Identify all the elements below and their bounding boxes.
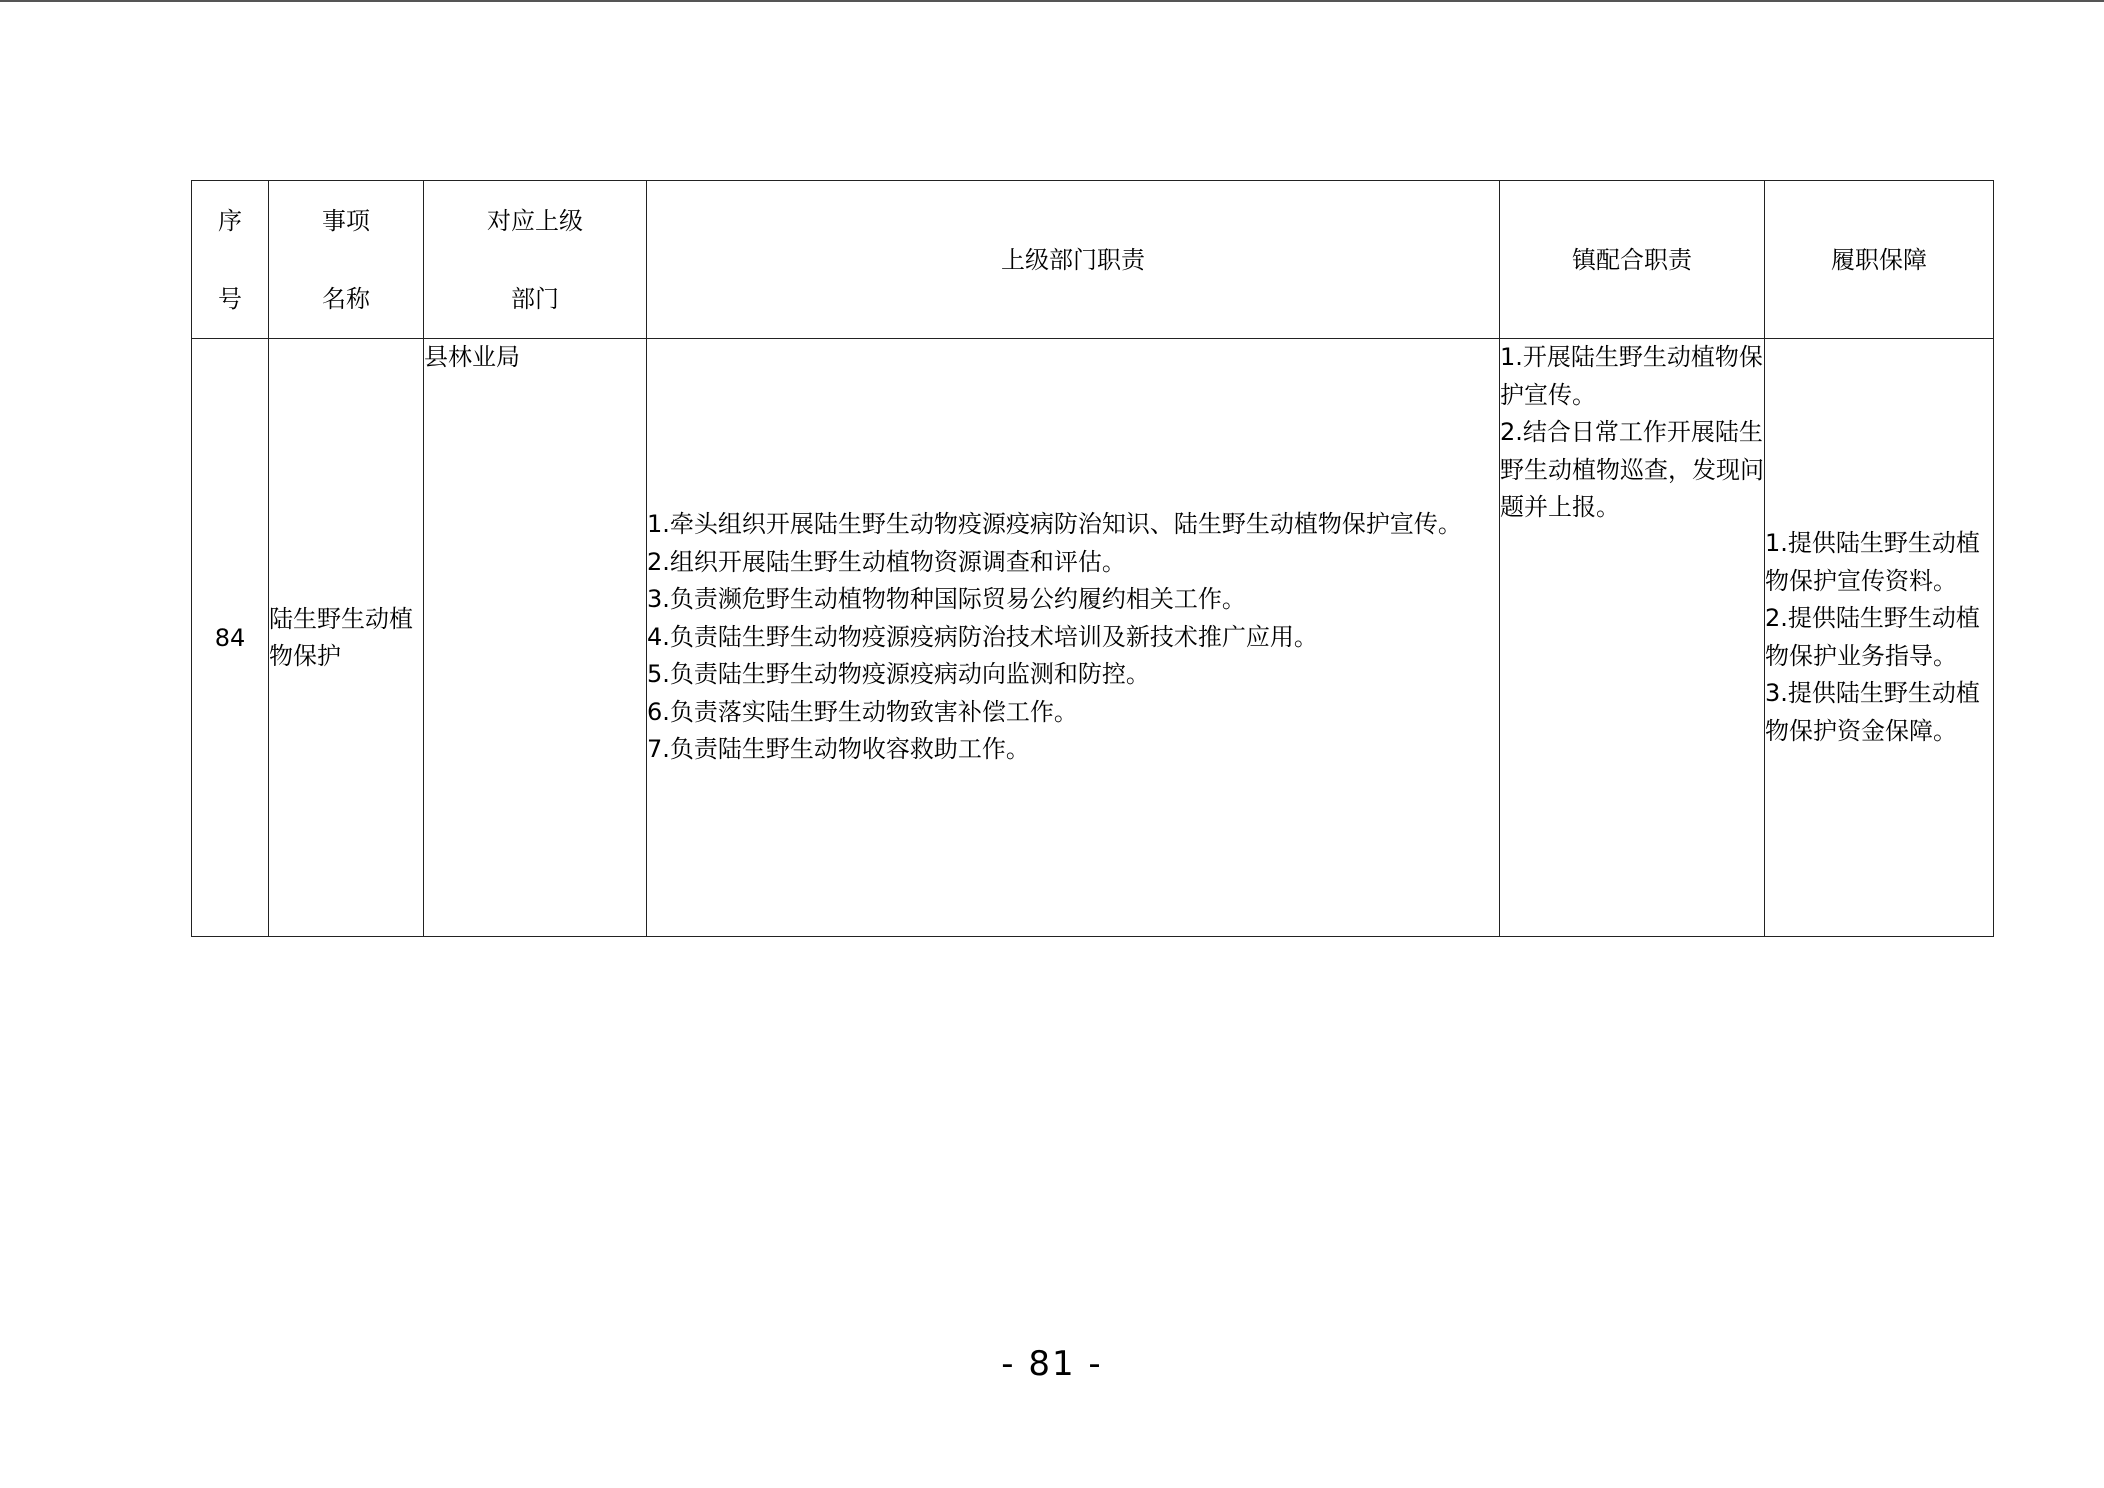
page-number: - 81 - (1001, 1344, 1103, 1384)
header-item-name (269, 181, 424, 339)
town-duty-item: 2.结合日常工作开展陆生野生动植物巡查，发现问题并上报。 (1500, 418, 1764, 521)
cell-item-name: 陆生野生动植物保护 (269, 339, 424, 937)
cell-town-duties (1500, 339, 1765, 937)
upper-duty-item: 6.负责落实陆生野生动物致害补偿工作。 (647, 697, 1078, 726)
header-seq-line2: 号 (218, 284, 242, 313)
cell-guarantees (1765, 339, 1994, 937)
upper-duty-item: 1.牵头组织开展陆生野生动物疫源疫病防治知识、陆生野生动植物保护宣传。 (647, 510, 1462, 539)
upper-duty-item: 3.负责濒危野生动植物物种国际贸易公约履约相关工作。 (647, 585, 1246, 614)
header-town-duty: 镇配合职责 (1500, 181, 1765, 339)
header-upper-duty: 上级部门职责 (647, 181, 1500, 339)
table-header-row (192, 181, 1994, 339)
guarantee-item: 1.提供陆生野生动植物保护宣传资料。 (1765, 529, 1980, 595)
cell-seq: 84 (192, 339, 269, 937)
guarantee-item: 2.提供陆生野生动植物保护业务指导。 (1765, 604, 1980, 670)
upper-duty-item: 2.组织开展陆生野生动植物资源调查和评估。 (647, 547, 1126, 576)
header-dept-line1: 对应上级 (487, 206, 583, 235)
header-item-line2: 名称 (322, 284, 370, 313)
header-item-line1: 事项 (322, 206, 370, 235)
town-duty-item: 1.开展陆生野生动植物保护宣传。 (1500, 343, 1763, 409)
header-dept-line2: 部门 (511, 284, 559, 313)
cell-dept: 县林业局 (424, 339, 647, 937)
upper-duty-item: 5.负责陆生野生动物疫源疫病动向监测和防控。 (647, 660, 1150, 689)
duty-table (191, 180, 1994, 937)
header-dept (424, 181, 647, 339)
top-border-line (0, 0, 2104, 2)
header-seq-line1: 序 (218, 206, 242, 235)
upper-duty-item: 7.负责陆生野生动物收容救助工作。 (647, 735, 1030, 764)
upper-duty-item: 4.负责陆生野生动物疫源疫病防治技术培训及新技术推广应用。 (647, 622, 1318, 651)
cell-upper-duties (647, 339, 1500, 937)
table-row (192, 339, 1994, 937)
header-guarantee: 履职保障 (1765, 181, 1994, 339)
header-seq (192, 181, 269, 339)
guarantee-item: 3.提供陆生野生动植物保护资金保障。 (1765, 679, 1980, 745)
